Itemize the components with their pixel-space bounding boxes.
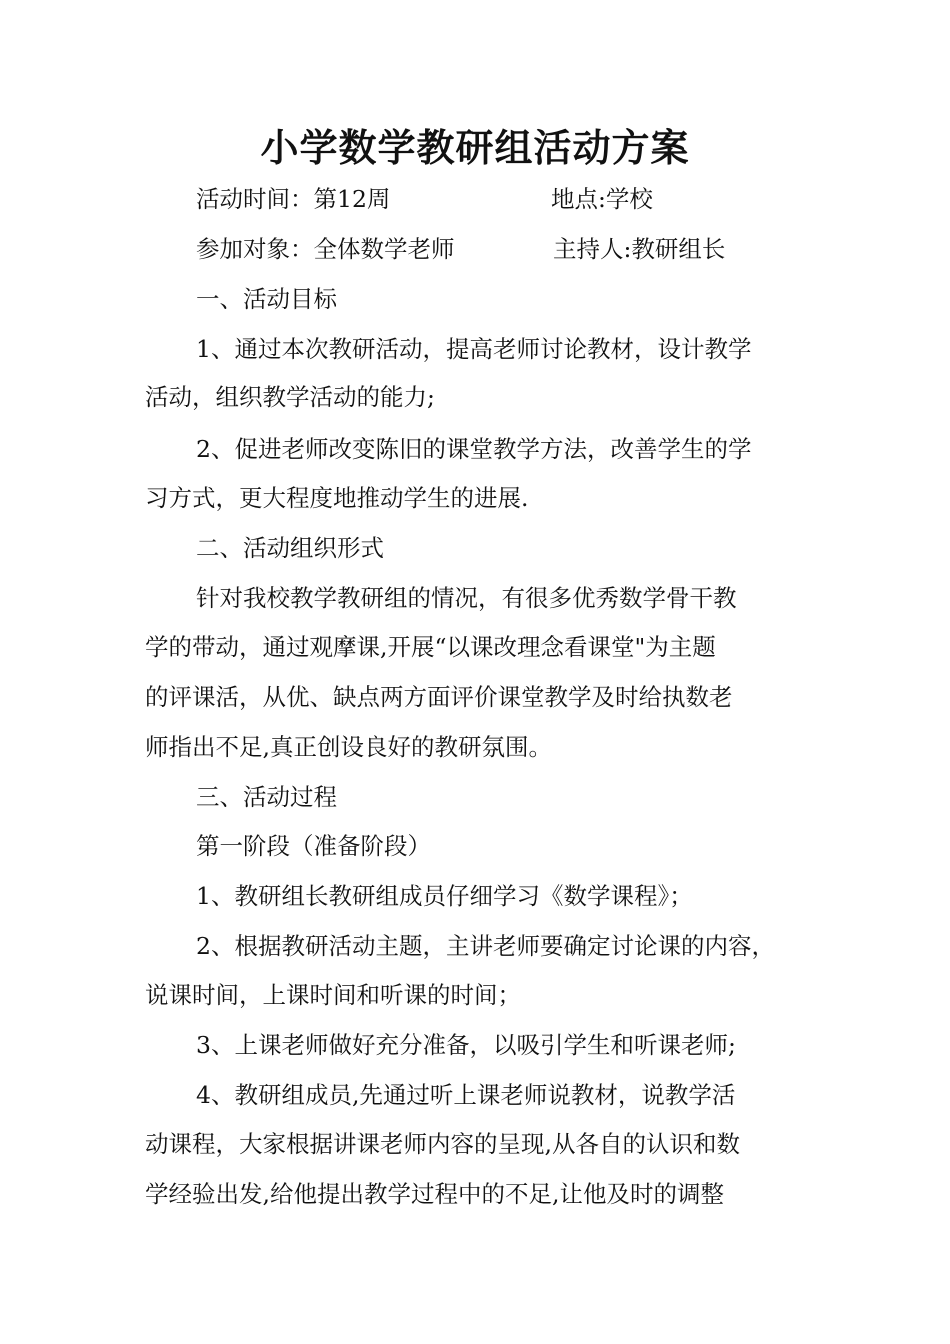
paragraph-line: 习方式，更大程度地推动学生的进展. <box>145 484 529 512</box>
paragraph-line: 师指出不足,真正创设良好的教研氛围。 <box>145 733 552 761</box>
paragraph-line: 1、教研组长教研组成员仔细学习《数学课程》； <box>196 882 693 910</box>
participants: 参加对象：全体数学老师 <box>196 235 455 263</box>
activity-time: 活动时间：第12周 <box>196 185 391 213</box>
subsection-heading: 第一阶段（准备阶段） <box>196 832 431 860</box>
paragraph-line: 针对我校教学教研组的情况，有很多优秀数学骨干教 <box>196 584 737 612</box>
document-title: 小学数学教研组活动方案 <box>260 125 690 170</box>
paragraph-line: 1、通过本次教研活动，提高老师讨论教材，设计教学 <box>196 335 752 363</box>
section-heading: 一、活动目标 <box>196 285 337 313</box>
paragraph-line: 学经验出发,给他提出教学过程中的不足,让他及时的调整 <box>145 1180 724 1208</box>
section-heading: 二、活动组织形式 <box>196 534 384 562</box>
paragraph-line: 3、上课老师做好充分准备，以吸引学生和听课老师; <box>196 1031 736 1059</box>
paragraph-line: 2、促进老师改变陈旧的课堂教学方法，改善学生的学 <box>196 435 752 463</box>
paragraph-line: 活动，组织教学活动的能力; <box>145 383 435 411</box>
host: 主持人:教研组长 <box>553 235 726 263</box>
section-heading: 三、活动过程 <box>196 783 337 811</box>
paragraph-line: 学的带动，通过观摩课,开展“以课改理念看课堂"为主题 <box>145 633 716 661</box>
paragraph-line: 4、教研组成员,先通过听上课老师说教材，说教学活 <box>196 1081 736 1109</box>
paragraph-line: 的评课活，从优、缺点两方面评价课堂教学及时给执数老 <box>145 683 733 711</box>
paragraph-line: 2、根据教研活动主题，主讲老师要确定讨论课的内容， <box>196 932 775 960</box>
paragraph-line: 说课时间，上课时间和听课的时间； <box>145 981 521 1009</box>
paragraph-line: 动课程，大家根据讲课老师内容的呈现,从各自的认识和数 <box>145 1130 740 1158</box>
activity-place: 地点:学校 <box>551 185 653 213</box>
